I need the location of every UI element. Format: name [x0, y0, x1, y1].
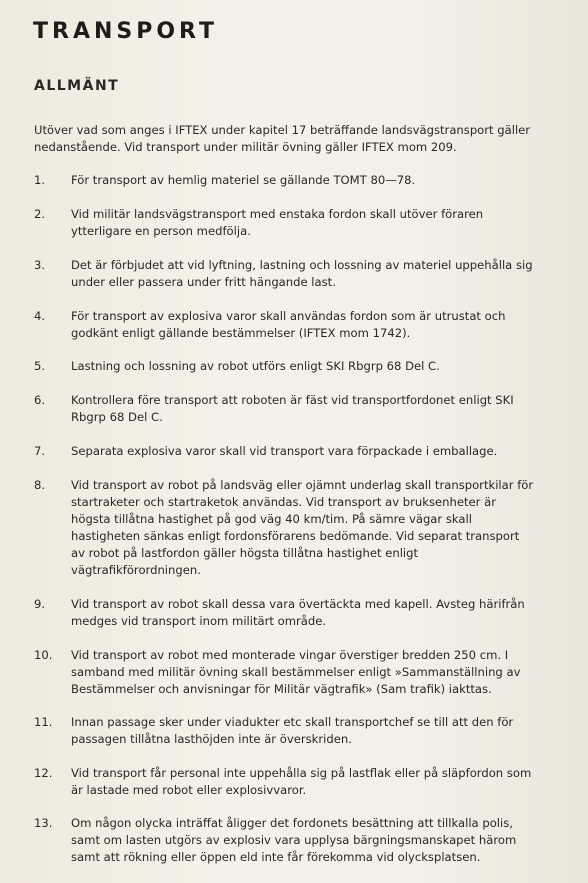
- list-item: [34, 392, 534, 426]
- list-item: [34, 477, 534, 579]
- item-number: 13.: [34, 816, 53, 830]
- list-item: [34, 443, 534, 460]
- list-item: [34, 206, 534, 240]
- item-number: 12.: [34, 766, 53, 780]
- item-number: 9.: [34, 597, 46, 611]
- section-heading: ALLMÄNT: [34, 78, 120, 94]
- list-item: [34, 257, 534, 291]
- item-text: Vid transport av robot på landsväg eller ojämnt underlag skall transportkilar för startraketer och startraketok användas. Vid transport av bruksenheter är högsta tillåtna hastighet på god väg 40 km/tim. På sämre vägar skall hastigheten sänkas enligt fordonsförarens bedömande. Vid separat transport av robot på lastfordon gäller högsta tillåtna hastighet enligt vägtrafikförordningen.: [71, 478, 534, 577]
- item-text: Kontrollera före transport att roboten är fäst vid transportfordonet enligt SKI Rbgrp 68 Del C.: [71, 393, 514, 424]
- item-text: Vid transport får personal inte uppehålla sig på lastflak eller på släpfordon som är lastade med robot eller explosivvaror.: [71, 766, 532, 797]
- item-text: För transport av explosiva varor skall användas fordon som är utrustat och godkänt enligt gällande bestämmelser (IFTEX mom 1742).: [71, 309, 506, 340]
- list-item: [34, 596, 534, 630]
- list-item: [34, 358, 534, 375]
- list-item: [34, 714, 534, 748]
- item-number: 6.: [34, 393, 46, 407]
- item-number: 7.: [34, 444, 46, 458]
- item-number: 5.: [34, 359, 46, 373]
- list-item: [34, 815, 534, 866]
- item-number: 3.: [34, 258, 46, 272]
- item-number: 8.: [34, 478, 46, 492]
- item-number: 10.: [34, 648, 53, 662]
- item-number: 2.: [34, 207, 46, 221]
- item-number: 4.: [34, 309, 46, 323]
- list-item: [34, 172, 534, 189]
- item-text: Det är förbjudet att vid lyftning, lastning och lossning av materiel uppehålla sig under eller passera under fritt hängande last.: [71, 258, 533, 289]
- item-number: 11.: [34, 715, 53, 729]
- list-item: [34, 647, 534, 698]
- item-text: Separata explosiva varor skall vid transport vara förpackade i emballage.: [71, 444, 498, 458]
- item-text: För transport av hemlig materiel se gällande TOMT 80—78.: [71, 173, 416, 187]
- item-text: Innan passage sker under viadukter etc skall transportchef se till att den för passagen tillåtna lasthöjden inte är överskriden.: [71, 715, 514, 746]
- intro-paragraph: Utöver vad som anges i IFTEX under kapitel 17 beträffande landsvägstransport gäller nedanstående. Vid transport under militär övning gäller IFTEX mom 209.: [34, 123, 531, 154]
- list-item: [34, 308, 534, 342]
- item-text: Vid transport av robot med monterade vingar överstiger bredden 250 cm. I samband med militär övning skall bestämmelser enligt »Sammanställning av Bestämmelser och anvisningar för Militär vägtrafik» (Sam trafik) iakttas.: [71, 648, 521, 696]
- item-number: 1.: [34, 173, 46, 187]
- page-title: TRANSPORT: [33, 19, 219, 44]
- item-text: Lastning och lossning av robot utförs enligt SKI Rbgrp 68 Del C.: [71, 359, 440, 373]
- item-text: Om någon olycka inträffat åligger det fordonets besättning att tillkalla polis, samt om lasten utgörs av explosiv vara upplysa bärgningsmanskapet härom samt att rökning eller öppen eld inte får förekomma vid olycksplatsen.: [71, 816, 517, 864]
- item-text: Vid transport av robot skall dessa vara övertäckta med kapell. Avsteg härifrån medges vid transport inom militärt område.: [71, 597, 525, 628]
- list-item: [34, 765, 534, 799]
- item-text: Vid militär landsvägstransport med enstaka fordon skall utöver föraren ytterligare en person medfölja.: [71, 207, 484, 238]
